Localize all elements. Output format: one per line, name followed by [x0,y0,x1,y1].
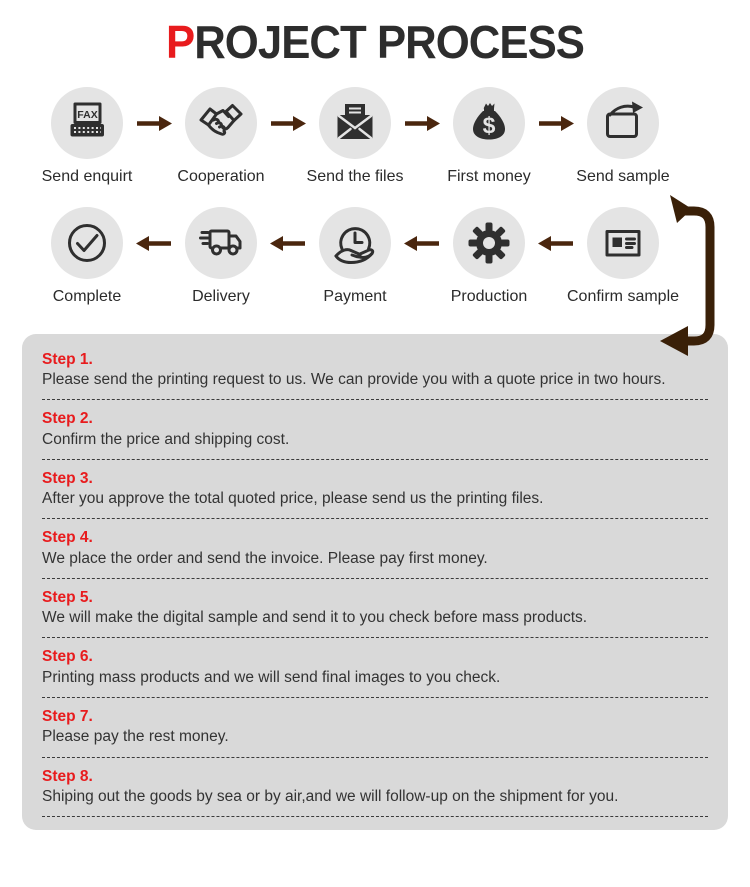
step-text: Printing mass products and we will send final images to you check. [42,668,501,686]
step-item-8 [42,767,708,818]
dashed-divider [42,816,708,817]
step-text: Please pay the rest money. [42,728,229,746]
handshake-icon [185,87,257,159]
flow-node-send-sample [575,87,671,186]
flow-node-label: Send enquirt [41,167,133,185]
arrow-right-icon [135,115,173,132]
step-title: Step 1. [42,350,93,368]
flow-node-label: First money [447,167,531,185]
steps-panel [22,334,728,830]
check-icon [51,207,123,279]
dashed-divider [42,399,708,400]
confirm-sample-icon [587,207,659,279]
payment-icon [319,207,391,279]
flow-node-send-files [307,87,403,186]
title-first-letter: P [166,16,195,68]
title-rest: ROJECT PROCESS [194,16,584,68]
flow-node-label: Payment [323,287,387,305]
dashed-divider [42,459,708,460]
flow-node-payment [307,207,403,306]
truck-icon [185,207,257,279]
step-text: We will make the digital sample and send it to you check before mass products. [42,609,588,627]
flow-row-2 [39,207,680,306]
step-item-6 [42,647,708,698]
step-text: Please send the printing request to us. We can provide you with a quote price in two hours. [42,371,666,389]
gear-icon [453,207,525,279]
flow-node-label: Cooperation [177,167,265,185]
dashed-divider [42,697,708,698]
flow-node-label: Production [450,287,528,305]
step-item-4 [42,528,708,579]
step-title: Step 6. [42,648,93,666]
step-item-5 [42,588,708,639]
step-item-2 [42,409,708,460]
fax-screen-text: FAX [77,108,98,121]
flow-row-1 [39,87,671,186]
step-text: Confirm the price and shipping cost. [42,430,290,448]
step-title: Step 4. [42,529,93,547]
flow-node-delivery [173,207,269,306]
step-title: Step 3. [42,469,93,487]
step-title: Step 5. [42,588,93,606]
flow-node-cooperation [173,87,269,186]
dashed-divider [42,518,708,519]
step-text: We place the order and send the invoice. Please pay first money. [42,549,488,567]
step-title: Step 2. [42,410,93,428]
step-title: Step 7. [42,707,93,725]
page-title [19,16,732,69]
project-process-infographic [0,16,750,830]
dashed-divider [42,757,708,758]
fax-icon [51,87,123,159]
arrow-left-icon [135,235,173,252]
flow-node-label: Confirm sample [566,287,680,305]
flow-node-label: Send sample [576,167,670,185]
flow-node-production [441,207,537,306]
money-bag-icon [453,87,525,159]
curved-connector-arrow-icon [652,187,732,367]
arrow-right-icon [269,115,307,132]
arrow-right-icon [403,115,441,132]
dollar-sign: $ [482,112,496,139]
mail-icon [319,87,391,159]
dashed-divider [42,578,708,579]
flow-node-first-money [441,87,537,186]
step-title: Step 8. [42,767,93,785]
arrow-left-icon [269,235,307,252]
flow-node-label: Send the files [306,167,404,185]
flow-node-complete [39,207,135,306]
flow-node-label: Complete [52,287,122,305]
step-item-7 [42,707,708,758]
arrow-left-icon [403,235,441,252]
process-flow [0,87,750,306]
flow-node-label: Delivery [192,287,250,305]
arrow-left-icon [537,235,575,252]
step-text: After you approve the total quoted price, please send us the printing files. [42,490,544,508]
flow-node-send-enquiry [39,87,135,186]
arrow-right-icon [537,115,575,132]
step-item-3 [42,469,708,520]
dashed-divider [42,637,708,638]
send-sample-icon [587,87,659,159]
step-text: Shiping out the goods by sea or by air,and we will follow-up on the shipment for you. [42,787,619,805]
step-item-1 [42,350,708,401]
